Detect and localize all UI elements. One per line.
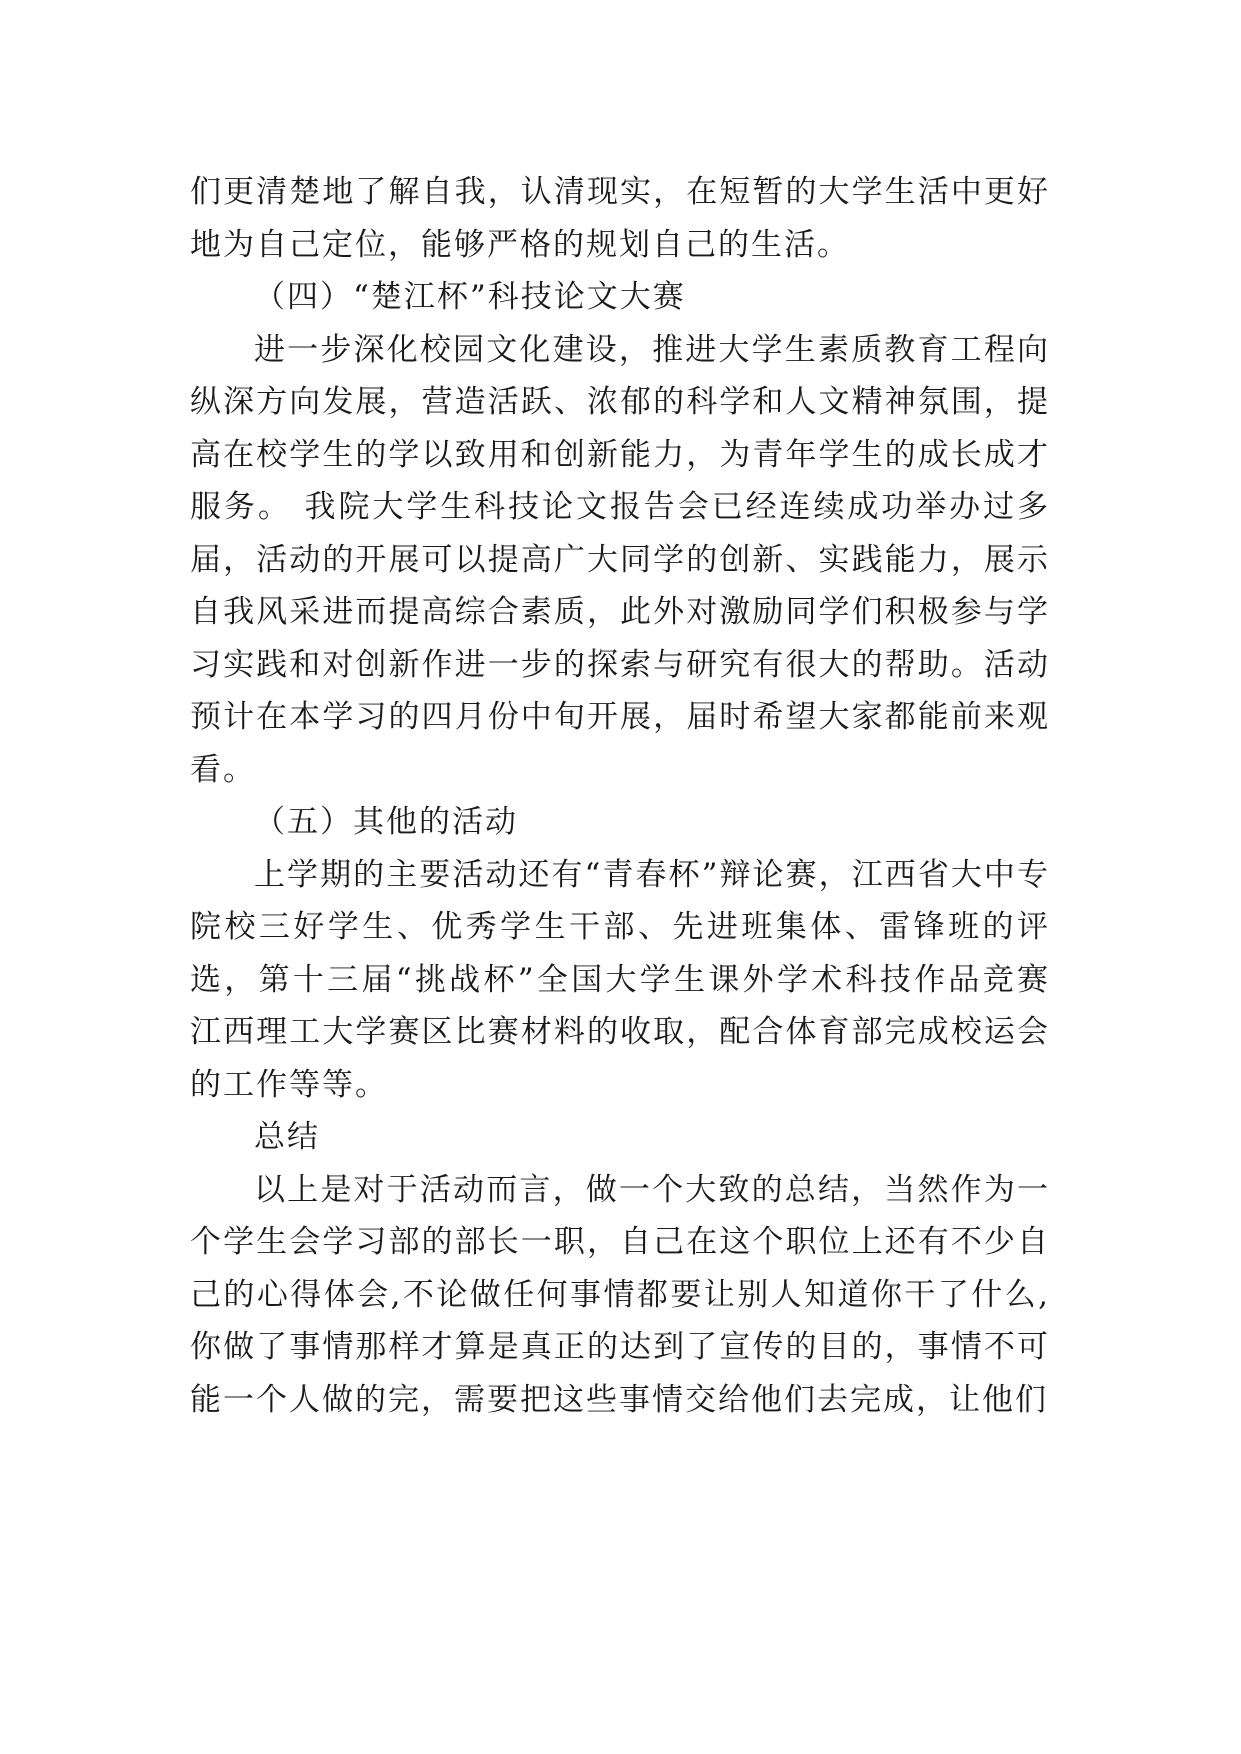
paragraph-continuation: 们更清楚地了解自我，认清现实，在短暂的大学生活中更好地为自己定位，能够严格的规划自己的生活。 [190,174,1050,263]
paragraph-chujiang-cup: 进一步深化校园文化建设，推进大学生素质教育工程向纵深方向发展，营造活跃、浓郁的科学和人文精神氛围，提高在校学生的学以致用和创新能力，为青年学生的成长成才服务。 我院大学生科技论文报告会已经连续成功举办过多届，活动的开展可以提高广大同学的创新、实践能力，展示自我风采进而提高综合素质，此外对激励同学们积极参与学习实践和对创新作进一步的探索与研究有很大的帮助。活动预计在本学习的四月份中旬开展，届时希望大家都能前来观看。 [190,331,1050,788]
section-heading-chujiang-cup: （四）“楚江杯”科技论文大赛 [254,279,686,315]
section-heading-summary: 总结 [254,1119,320,1155]
paragraph-summary: 以上是对于活动而言，做一个大致的总结，当然作为一个学生会学习部的部长一职，自己在这个职位上还有不少自己的心得体会,不论做任何事情都要让别人知道你干了什么,你做了事情那样才算是真正的达到了宣传的目的，事情不可能一个人做的完，需要把这些事情交给他们去完成，让他们 [190,1171,1050,1418]
document-body [190,166,1050,1426]
section-heading-other-activities: （五）其他的活动 [254,804,518,840]
paragraph-other-activities: 上学期的主要活动还有“青春杯”辩论赛，江西省大中专院校三好学生、优秀学生干部、先进班集体、雷锋班的评选，第十三届“挑战杯”全国大学生课外学术科技作品竞赛江西理工大学赛区比赛材料的收取，配合体育部完成校运会的工作等等。 [190,856,1050,1103]
